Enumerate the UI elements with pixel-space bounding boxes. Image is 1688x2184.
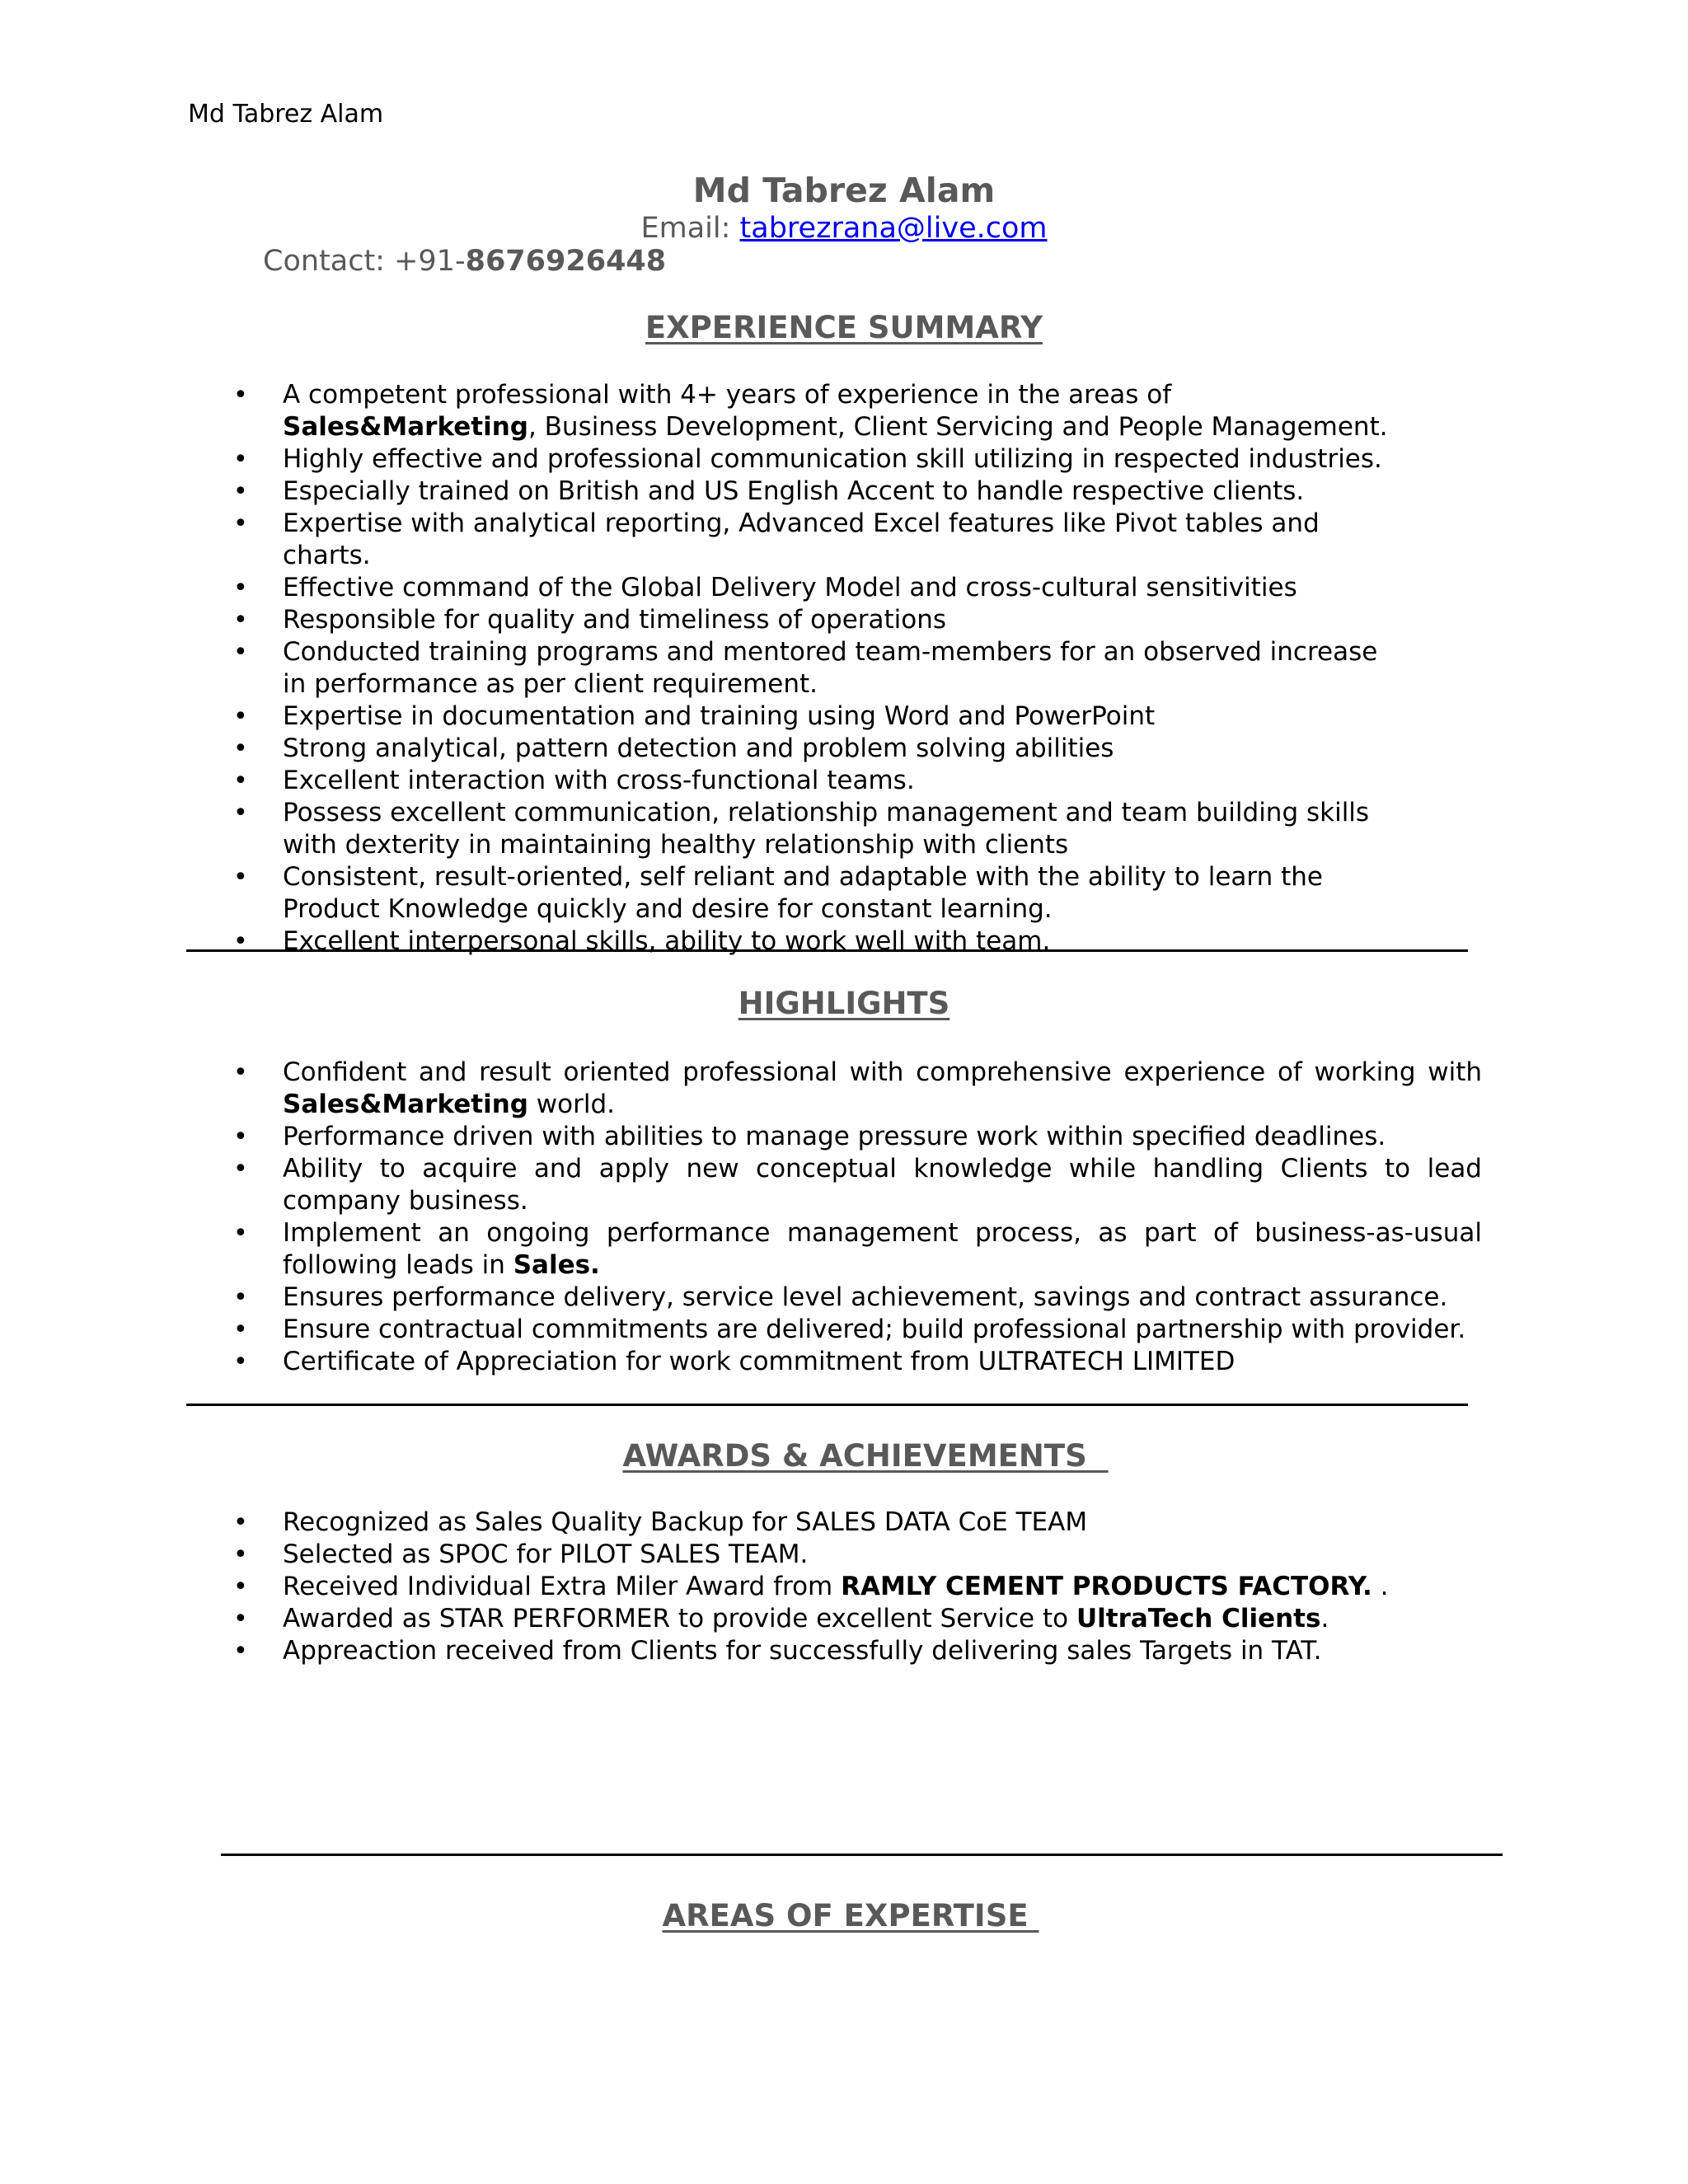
list-item [283, 1121, 1482, 1153]
item-text-suffix: , Business Development, Client Servicing and People Management. [528, 412, 1388, 442]
item-text: Confident and result oriented professional with comprehensive experience of working with [283, 1057, 1482, 1087]
candidate-name: Md Tabrez Alam [692, 171, 996, 210]
item-bold-text: Sales. [513, 1250, 600, 1280]
item-bold-text: Sales&Marketing [283, 1090, 528, 1119]
highlights-list [283, 1057, 1482, 1378]
item-text: Conducted training programs and mentored team-members for an observed increase in performance as per client requirement. [283, 637, 1378, 699]
item-text: Performance driven with abilities to manage pressure work within specified deadlines. [283, 1122, 1386, 1151]
contact-label: Contact: +91- [263, 245, 466, 278]
item-text: Expertise with analytical reporting, Advanced Excel features like Pivot tables and charts. [283, 509, 1320, 570]
item-text-suffix: world. [528, 1090, 616, 1119]
item-bold-text: UltraTech Clients [1076, 1604, 1321, 1633]
awards-list [283, 1507, 1482, 1667]
item-text: Ensures performance delivery, service level achievement, savings and contract assurance. [283, 1282, 1448, 1312]
list-item [283, 1507, 1482, 1539]
list-item [283, 1282, 1482, 1314]
awards-heading: AWARDS & ACHIEVEMENTS [622, 1438, 1109, 1474]
list-item [283, 765, 1404, 797]
list-item [283, 1153, 1482, 1217]
list-item [283, 379, 1404, 443]
item-text: Recognized as Sales Quality Backup for SALES DATA CoE TEAM [283, 1507, 1088, 1537]
item-text: Implement an ongoing performance management process, as part of business-as-usual following leads in [283, 1218, 1482, 1280]
contact-number: 8676926448 [465, 245, 667, 278]
page-header: Md Tabrez Alam [188, 100, 384, 129]
item-text-suffix: . [1320, 1604, 1329, 1633]
item-text: Excellent interaction with cross-functional teams. [283, 766, 915, 795]
list-item [283, 733, 1404, 765]
item-text: Effective command of the Global Delivery Model and cross-cultural sensitivities [283, 573, 1297, 602]
list-item [283, 604, 1404, 636]
item-text: Selected as SPOC for PILOT SALES TEAM. [283, 1540, 809, 1569]
item-text: Ability to acquire and apply new conceptual knowledge while handling Clients to lead company business. [283, 1154, 1482, 1216]
contact-line [263, 244, 666, 279]
section-divider [186, 1404, 1468, 1406]
item-bold-text: RAMLY CEMENT PRODUCTS FACTORY. [841, 1572, 1372, 1601]
item-text: Certificate of Appreciation for work commitment from ULTRATECH LIMITED [283, 1347, 1236, 1376]
list-item [283, 636, 1404, 701]
section-divider [221, 1854, 1503, 1856]
item-text: Consistent, result-oriented, self reliant and adaptable with the ability to learn the Product Knowledge quickly and desire for constant learning. [283, 862, 1323, 924]
list-item [283, 572, 1404, 604]
list-item [283, 1314, 1482, 1346]
item-text: Strong analytical, pattern detection and problem solving abilities [283, 733, 1114, 763]
list-item [283, 1603, 1482, 1635]
item-text-suffix: . [1372, 1572, 1389, 1601]
email-link[interactable]: tabrezrana@live.com [739, 212, 1048, 245]
list-item [283, 861, 1404, 926]
list-item [283, 1635, 1482, 1667]
list-item [283, 476, 1404, 508]
areas-of-expertise-heading: AREAS OF EXPERTISE [662, 1898, 1039, 1933]
experience-summary-list [283, 379, 1404, 958]
item-text: Possess excellent communication, relationship management and team building skills with dexterity in maintaining healthy relationship with clients [283, 798, 1370, 860]
list-item [283, 701, 1404, 733]
list-item [283, 926, 1404, 958]
list-item [283, 797, 1404, 861]
item-text: Responsible for quality and timeliness of operations [283, 605, 947, 635]
list-item [283, 1539, 1482, 1571]
item-text: A competent professional with 4+ years of experience in the areas of [283, 380, 1172, 410]
email-line [0, 211, 1688, 246]
item-bold-text: Sales&Marketing [283, 412, 528, 442]
email-label: Email: [640, 212, 740, 245]
list-item [283, 443, 1404, 476]
experience-summary-heading: EXPERIENCE SUMMARY [645, 310, 1043, 345]
section-divider [186, 949, 1468, 952]
item-text: Received Individual Extra Miler Award from [283, 1572, 842, 1601]
item-text: Expertise in documentation and training using Word and PowerPoint [283, 701, 1156, 731]
item-text: Highly effective and professional communication skill utilizing in respected industries. [283, 444, 1382, 474]
list-item [283, 508, 1404, 572]
list-item [283, 1057, 1482, 1121]
list-item [283, 1217, 1482, 1282]
list-item [283, 1571, 1482, 1603]
highlights-heading: HIGHLIGHTS [738, 986, 950, 1021]
item-text: Especially trained on British and US English Accent to handle respective clients. [283, 476, 1305, 506]
list-item [283, 1346, 1482, 1378]
item-text: Awarded as STAR PERFORMER to provide excellent Service to [283, 1604, 1076, 1633]
item-text: Ensure contractual commitments are delivered; build professional partnership with provider. [283, 1315, 1466, 1344]
item-text: Excellent interpersonal skills, ability to work well with team. [283, 926, 1051, 956]
item-text: Appreaction received from Clients for successfully delivering sales Targets in TAT. [283, 1636, 1322, 1666]
